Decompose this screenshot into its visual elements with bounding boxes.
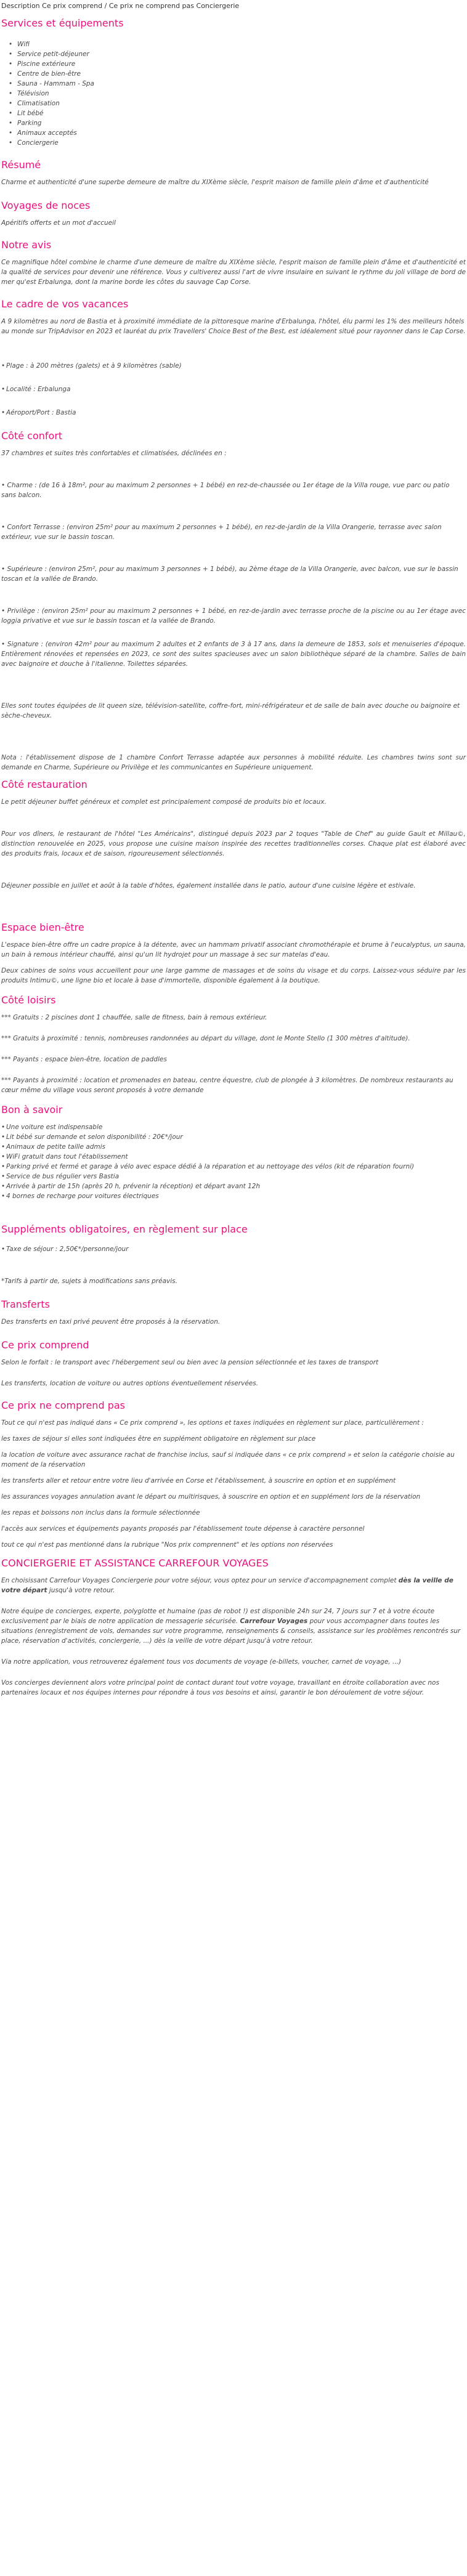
list-item: • Animaux de petite taille admis [1, 1142, 466, 1152]
ne-comprend-p4: les transferts aller et retour entre votre lieu d'arrivée en Corse et l'établissement, à souscrire en option et en supplément [1, 1477, 396, 1484]
list-item: • 4 bornes de recharge pour voitures électriques [1, 1191, 466, 1201]
ne-comprend-p6: les repas et boissons non inclus dans la formule sélectionnée [1, 1509, 200, 1517]
services-list [1, 39, 466, 148]
restauration-p1: Le petit déjeuner buffet généreux et complet est principalement composé de produits bio et locaux. [1, 798, 327, 806]
list-item: • Lit bébé [17, 108, 466, 118]
list-item: • Aéroport/Port : Bastia [1, 408, 466, 418]
conciergerie-p1-a: En choisissant Carrefour Voyages Conciergerie pour votre séjour, vous optez pour un service d'accompagnement complet [1, 1577, 399, 1584]
list-item: • Parking privé et fermé et garage à vélo avec espace dédié à la réparation et au nettoyage des vélos (kit de réparation fourni) [1, 1162, 466, 1172]
ne-comprend-p8: tout ce qui n'est pas mentionné dans la rubrique "Nos prix comprennent" et les options non réservées [1, 1541, 333, 1549]
bienetre-title: Espace bien-être [1, 921, 84, 933]
restauration-p2: Pour vos dîners, le restaurant de l'hôtel "Les Américains", distingué depuis 2023 par 2 toques "Table de Chef" au guide Gault et Millau©, distinction renouvelée en 2025, vous propose une cuisine maison inspirée des recettes traditionnelles corses. Chaque plat est élaboré avec des produits frais, locaux et de saison, rigoureusement sélectionnés. [1, 830, 466, 857]
supplements-title: Suppléments obligatoires, en règlement sur place [1, 1223, 248, 1235]
list-item: • Taxe de séjour : 2,50€*/personne/jour [1, 1244, 466, 1254]
conciergerie-p2-b: Carrefour Voyages [240, 1618, 308, 1625]
voyages-noces-text: Apéritifs offerts et un mot d'accueil [1, 219, 116, 227]
conciergerie-p1 [1, 1576, 466, 1595]
ne-comprend-p3: la location de voiture avec assurance rachat de franchise inclus, sauf si indiquée dans « ce prix comprend » et selon la catégorie choisie au moment de la réservation [1, 1451, 455, 1468]
confort-title: Côté confort [1, 430, 63, 442]
conciergerie-p2 [1, 1606, 466, 1646]
breadcrumb: Description Ce prix comprend / Ce prix ne comprend pas Conciergerie [1, 2, 240, 10]
list-item: • Wifi [17, 39, 466, 49]
conciergerie-p2-c: pour vous accompagner dans toutes les situations (enregistrement de vols, demandes sur votre programme, renseignements & conseils, assistance sur les problèmes rencontrés sur place, réservation d'activités, conciergerie, ...) dès la veille de votre départ jusqu'à votre retour. [1, 1618, 461, 1645]
conciergerie-title: CONCIERGERIE ET ASSISTANCE CARREFOUR VOYAGES [1, 1557, 269, 1569]
confort-superieure: • Supérieure : (environ 25m², pour au maximum 3 personnes + 1 bébé), au 2ème étage de la Villa Orangerie, avec balcon, vue sur le bassin toscan et la vallée de Brando. [1, 565, 458, 583]
list-item: • Animaux acceptés [17, 128, 466, 138]
supplements-note: *Tarifs à partir de, sujets à modifications sans préavis. [1, 1278, 177, 1285]
page [0, 1, 467, 1698]
list-item: • Conciergerie [17, 138, 466, 148]
list-item: • Une voiture est indispensable [1, 1122, 466, 1132]
conciergerie-p2-a: Notre équipe de concierges, experte, polyglotte et humaine (pas de robot !) est disponible 24h sur 24, 7 jours sur 7 et à votre écoute exclusivement par le biais de notre application de messagerie sécurisée. [1, 1608, 435, 1625]
list-item: • WiFi gratuit dans tout l'établissement [1, 1152, 466, 1162]
loisirs-payants-proximite: *** Payants à proximité : location et promenades en bateau, centre équestre, club de plongée à 3 kilomètres. De nombreux restaurants au cœur même du village vous seront proposés à votre demande [1, 1077, 453, 1094]
comprend-title: Ce prix comprend [1, 1339, 89, 1351]
list-item: • Parking [17, 118, 466, 128]
loisirs-gratuits: *** Gratuits : 2 piscines dont 1 chauffée, salle de fitness, bain à remous extérieur. [1, 1014, 267, 1021]
ne-comprend-p5: les assurances voyages annulation avant le départ ou multirisques, à souscrire en option et en supplément lors de la réservation [1, 1493, 421, 1501]
bienetre-p1: L'espace bien-être offre un cadre propice à la détente, avec un hammam privatif associant chromothérapie et brume à l'eucalyptus, un sauna, un bain à remous intérieur chauffé, ainsi qu'un lit hydrojet pour un massage à sec sur matelas d'eau. [1, 941, 466, 958]
confort-equip: Elles sont toutes équipées de lit queen size, télévision-satellite, coffre-fort, mini-réfrigérateur et de salle de bain avec douche ou baignoire et sèche-cheveux. [1, 702, 460, 719]
services-title: Services et équipements [1, 17, 124, 29]
list-item: • Télévision [17, 89, 466, 99]
confort-intro: 37 chambres et suites très confortables et climatisées, déclinées en : [1, 450, 227, 457]
list-item: • Climatisation [17, 99, 466, 108]
ne-comprend-p1: Tout ce qui n'est pas indiqué dans « Ce prix comprend », les options et taxes indiquées en règlement sur place, particulièrement : [1, 1419, 424, 1427]
confort-note: Nota : l'établissement dispose de 1 chambre Confort Terrasse adaptée aux personnes à mobilité réduite. Les chambres twins sont sur demande en Charme, Supérieure ou Privilège et les communicantes en Supérieure uniquement. [1, 754, 466, 771]
transferts-text: Des transferts en taxi privé peuvent être proposés à la réservation. [1, 1318, 221, 1326]
cadre-title: Le cadre de vos vacances [1, 298, 129, 310]
list-item: • Centre de bien-être [17, 69, 466, 79]
savoir-title: Bon à savoir [1, 1104, 63, 1116]
comprend-p1: Selon le forfait : le transport avec l'hébergement seul ou bien avec la pension sélectionnée et les taxes de transport [1, 1359, 379, 1366]
list-item: • Localité : Erbalunga [1, 384, 466, 394]
resume-title: Résumé [1, 159, 41, 171]
list-item: • Service petit-déjeuner [17, 49, 466, 59]
comprend-p2: Les transferts, location de voiture ou autres options éventuellement réservées. [1, 1380, 259, 1387]
loisirs-payants: *** Payants : espace bien-être, location de paddles [1, 1056, 167, 1063]
confort-charme: • Charme : (de 16 à 18m², pour au maximum 2 personnes + 1 bébé) en rez-de-chaussée ou 1er étage de la Villa rouge, vue parc ou patio sans balcon. [1, 482, 450, 499]
ne-comprend-title: Ce prix ne comprend pas [1, 1399, 125, 1411]
avis-title: Notre avis [1, 239, 52, 251]
resume-text: Charme et authenticité d'une superbe demeure de maître du XIXème siècle, l'esprit maison de famille plein d'âme et d'authenticité [1, 179, 429, 186]
list-item: • Sauna - Hammam - Spa [17, 79, 466, 89]
loisirs-title: Côté loisirs [1, 994, 56, 1006]
transferts-title: Transferts [1, 1298, 50, 1310]
voyages-noces-title: Voyages de noces [1, 200, 91, 211]
supplements-list [1, 1244, 466, 1254]
conciergerie-p1-c: jusqu'à votre retour. [47, 1587, 115, 1594]
conciergerie-p3: Via notre application, vous retrouverez également tous vos documents de voyage (e-billets, voucher, carnet de voyage, ...) [1, 1658, 402, 1666]
ne-comprend-p2: les taxes de séjour si elles sont indiquées être en supplément obligatoire en règlement sur place [1, 1435, 316, 1443]
list-item: • Arrivée à partir de 15h (après 20 h, prévenir la réception) et départ avant 12h [1, 1181, 466, 1191]
conciergerie-p1-b: dès la veille de votre départ [1, 1577, 453, 1594]
restauration-p3: Déjeuner possible en juillet et août à la table d'hôtes, également installée dans le patio, autour d'une cuisine légère et estivale. [1, 882, 416, 889]
confort-privilege: • Privilège : (environ 25m² pour au maximum 2 personnes + 1 bébé, en rez-de-jardin avec terrasse proche de la piscine ou au 1er étage avec loggia privative et vue sur le bassin toscan et la vallée de Brando. [1, 607, 466, 625]
loisirs-proximite: *** Gratuits à proximité : tennis, nombreuses randonnées au départ du village, dont le Monte Stello (1 300 mètres d'altitude). [1, 1035, 410, 1042]
restauration-title: Côté restauration [1, 779, 87, 790]
savoir-list [1, 1122, 466, 1201]
list-item: • Piscine extérieure [17, 59, 466, 69]
cadre-list [1, 361, 466, 418]
list-item: • Plage : à 200 mètres (galets) et à 9 kilomètres (sable) [1, 361, 466, 371]
avis-text: Ce magnifique hôtel combine le charme d'une demeure de maître du XIXème siècle, l'esprit maison de famille plein d'âme et d'authenticité et la qualité de services pour devenir une référence. Vous y cultiverez aussi l'art de vivre insulaire en suivant le rythme du joli village de bord de mer qu'est Erbalunga, dont la marine borde les côtes du sauvage Cap Corse. [1, 259, 466, 286]
confort-signature: • Signature : (environ 42m² pour au maximum 2 adultes et 2 enfants de 3 à 17 ans, dans la demeure de 1853, sols et menuiseries d'époque. Entièrement rénovées et repensées en 2023, ce sont des suites spacieuses avec un salon bibliothèque séparé de la chambre. Salles de bain avec baignoire et douche à l'italienne. Toilettes séparées. [1, 641, 466, 668]
cadre-text: A 9 kilomètres au nord de Bastia et à proximité immédiate de la pittoresque marine d'Erbalunga, l'hôtel, élu parmi les 1% des meilleurs hôtels au monde sur TripAdvisor en 2023 et lauréat du prix Travellers' Choice Best of the Best, est idéalement situé pour rayonner dans le Cap Corse. [1, 318, 466, 335]
conciergerie-p4: Vos concierges deviennent alors votre principal point de contact durant tout votre voyage, travaillant en étroite collaboration avec nos partenaires locaux et nos équipes internes pour répondre à tous vos besoins et ainsi, garantir le bon déroulement de votre séjour. [1, 1679, 439, 1696]
list-item: • Service de bus régulier vers Bastia [1, 1172, 466, 1181]
list-item: • Lit bébé sur demande et selon disponibilité : 20€*/jour [1, 1132, 466, 1142]
bienetre-p2: Deux cabines de soins vous accueillent pour une large gamme de massages et de soins du visage et du corps. Laissez-vous séduire par les produits Intimu©, une ligne bio et locale à base d'immortelle, disponible également à la boutique. [1, 967, 466, 984]
ne-comprend-p7: l'accès aux services et équipements payants proposés par l'établissement toute dépense à caractère personnel [1, 1525, 365, 1533]
confort-terrasse: • Confort Terrasse : (environ 25m² pour au maximum 2 personnes + 1 bébé), en rez-de-jardin de la Villa Orangerie, terrasse avec salon extérieur, vue sur le bassin toscan. [1, 524, 442, 541]
